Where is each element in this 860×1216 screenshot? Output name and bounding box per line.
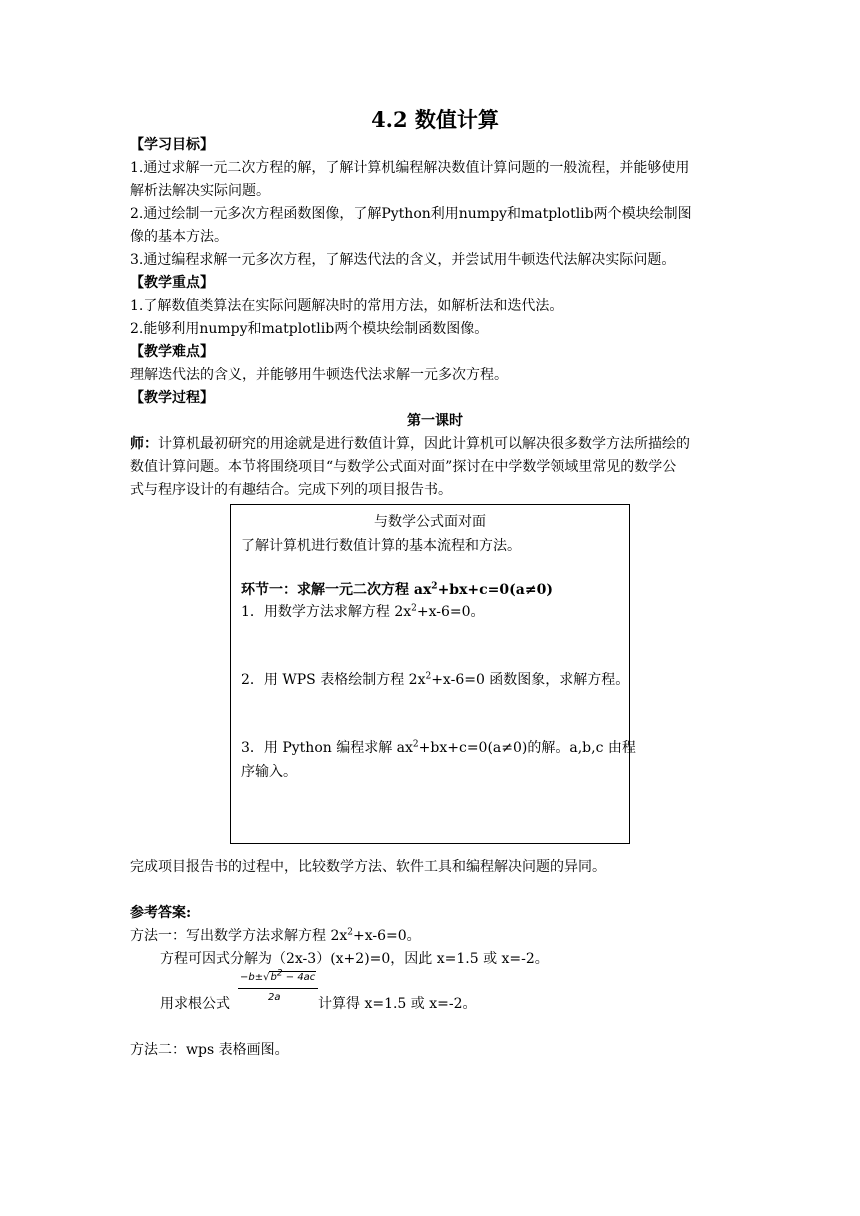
method-2: 方法二：wps 表格画图。 [130,1042,289,1058]
task-1-text: 1．用数学方法求解方程 2x [241,604,412,620]
teacher-line-3: 式与程序设计的有趣结合。完成下列的项目报告书。 [130,482,452,498]
process-heading: 【教学过程】 [130,390,214,406]
report-intro: 了解计算机进行数值计算的基本流程和方法。 [241,538,521,554]
step-one-heading [241,579,553,601]
report-title: 与数学公式面对面 [374,514,486,530]
goal-1-line-2: 解析法解决实际问题。 [130,183,270,199]
radicand-rest: − 4ac [282,972,316,983]
formula-label: 用求根公式 [160,996,230,1012]
fraction-bar [238,988,318,989]
formula-radicand [269,968,316,983]
task-3-line-2: 序输入。 [241,764,297,780]
radicand-exponent: 2 [276,968,283,979]
sqrt-icon: √ [263,972,270,983]
goal-1-line-1: 1.通过求解一元二次方程的解，了解计算机编程解决数值计算问题的一般流程，并能够使用 [130,160,690,176]
key-points-heading: 【教学重点】 [130,275,214,291]
key-point-2: 2.能够利用numpy和matplotlib两个模块绘制函数图像。 [130,321,489,337]
factorization-line: 方程可因式分解为（2x-3）(x+2)=0，因此 x=1.5 或 x=-2。 [160,951,549,967]
step-heading-rest: +bx+c=0(a≠0) [437,582,553,598]
lesson-title: 第一课时 [407,413,463,429]
goal-2-line-1: 2.通过绘制一元多次方程函数图像，了解Python利用numpy和matplotlib两个模块绘制图 [130,206,692,222]
goals-heading: 【学习目标】 [130,137,214,153]
difficulty-text: 理解迭代法的含义，并能够用牛顿迭代法求解一元多次方程。 [130,367,508,383]
formula-denominator: 2a [268,992,281,1003]
task-3-text: 3．用 Python 编程求解 ax [241,740,413,756]
radicand-b: b [270,972,277,983]
task-2-exponent: 2 [425,671,432,682]
project-report-box [230,504,636,844]
task-1-rest: +x-6=0。 [416,604,485,620]
task-3-rest: +bx+c=0(a≠0)的解。a,b,c 由程 [418,740,636,756]
teacher-text-1: 计算机最初研究的用途就是进行数值计算，因此计算机可以解决很多数学方法所描绘的 [158,436,690,452]
formula-num-prefix: −b± [240,972,264,983]
formula-numerator [240,968,316,983]
step-heading-exponent: 2 [431,581,438,592]
task-2-rest: +x-6=0 函数图象，求解方程。 [431,672,630,688]
task-1-exponent: 2 [411,603,417,614]
goal-3: 3.通过编程求解一元多次方程，了解迭代法的含义，并尝试用牛顿迭代法解决实际问题。 [130,252,676,268]
task-2-text: 2．用 WPS 表格绘制方程 2x [241,672,426,688]
quadratic-formula [238,970,318,1006]
after-box-text: 完成项目报告书的过程中，比较数学方法、软件工具和编程解决问题的异同。 [130,859,606,875]
goal-2-line-2: 像的基本方法。 [130,229,228,245]
task-1 [241,601,485,623]
method-1-rest: +x-6=0。 [353,928,421,944]
method-1-text: 方法一：写出数学方法求解方程 2x [130,928,348,944]
answers-heading: 参考答案: [130,905,192,921]
step-heading-text: 环节一：求解一元二次方程 ax [241,582,432,598]
difficulty-heading: 【教学难点】 [130,344,214,360]
task-3-exponent: 2 [412,739,419,750]
task-2 [241,669,629,691]
task-3-line-1 [241,737,636,759]
method-1-exponent: 2 [347,927,353,938]
teacher-line-1 [130,433,690,455]
key-point-1: 1.了解数值类算法在实际问题解决时的常用方法，如解析法和迭代法。 [130,298,564,314]
page-title: 4.2 数值计算 [371,107,499,132]
teacher-line-2: 数值计算问题。本节将围绕项目“与数学公式面对面”探讨在中学数学领域里常见的数学公 [130,459,677,475]
formula-result: 计算得 x=1.5 或 x=-2。 [318,996,477,1012]
teacher-label: 师： [130,436,158,452]
method-1 [130,925,421,947]
